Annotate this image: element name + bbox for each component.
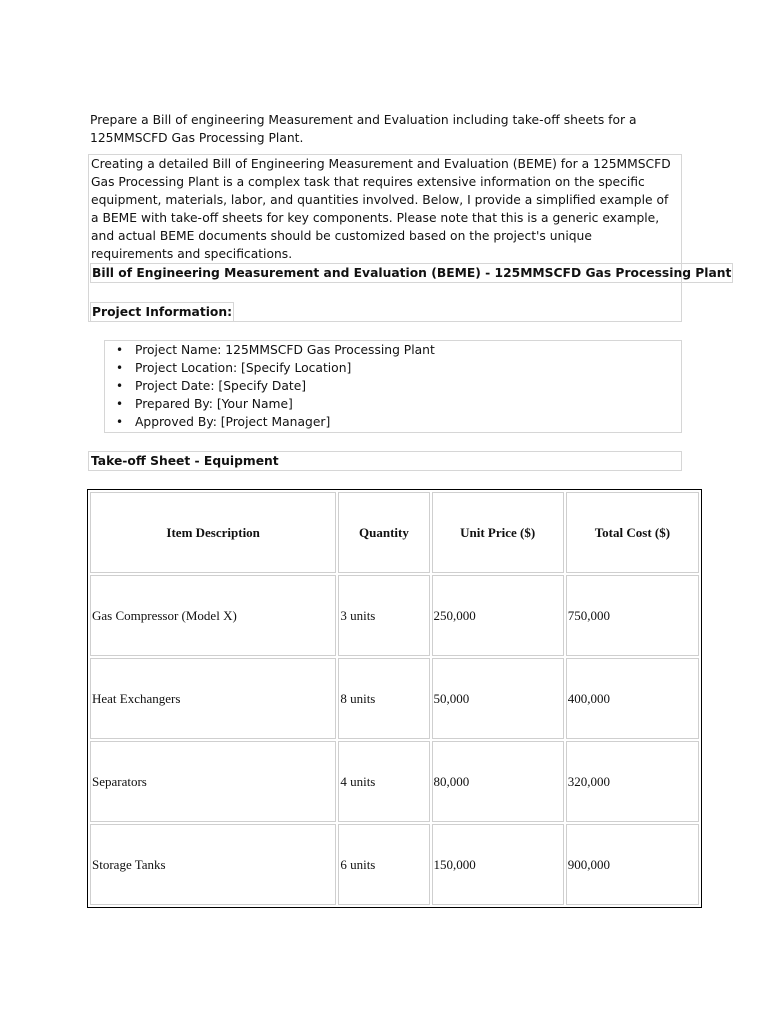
project-information-heading: Project Information: — [90, 302, 234, 322]
cell-description: Gas Compressor (Model X) — [90, 575, 336, 656]
list-item: • Project Name: 125MMSCFD Gas Processing Plant — [116, 343, 435, 357]
header-total-cost: Total Cost ($) — [566, 492, 699, 573]
cell-total-cost: 400,000 — [566, 658, 699, 739]
cell-quantity: 6 units — [338, 824, 429, 905]
cell-quantity: 8 units — [338, 658, 429, 739]
list-item: • Project Location: [Specify Location] — [116, 361, 352, 375]
header-unit-price: Unit Price ($) — [432, 492, 564, 573]
cell-quantity: 3 units — [338, 575, 429, 656]
table-header-row — [90, 492, 699, 573]
cell-description: Storage Tanks — [90, 824, 336, 905]
cell-total-cost: 900,000 — [566, 824, 699, 905]
takeoff-heading-box — [88, 451, 682, 471]
bullet-icon: • — [116, 343, 124, 357]
equipment-table — [87, 489, 702, 908]
header-item-description: Item Description — [90, 492, 336, 573]
table-row — [90, 824, 699, 905]
bullet-icon: • — [116, 379, 124, 393]
cell-total-cost: 750,000 — [566, 575, 699, 656]
project-info-list — [104, 340, 682, 433]
list-item: • Prepared By: [Your Name] — [116, 397, 293, 411]
table-row — [90, 658, 699, 739]
cell-unit-price: 250,000 — [432, 575, 564, 656]
cell-description: Separators — [90, 741, 336, 822]
cell-unit-price: 50,000 — [432, 658, 564, 739]
bullet-icon: • — [116, 361, 124, 375]
bullet-icon: • — [116, 397, 124, 411]
list-item: • Project Date: [Specify Date] — [116, 379, 307, 393]
header-quantity: Quantity — [338, 492, 429, 573]
cell-unit-price: 80,000 — [432, 741, 564, 822]
cell-description: Heat Exchangers — [90, 658, 336, 739]
beme-title: Bill of Engineering Measurement and Evaluation (BEME) - 125MMSCFD Gas Processing Plant — [90, 263, 733, 283]
cell-quantity: 4 units — [338, 741, 429, 822]
table-row — [90, 741, 699, 822]
takeoff-heading: Take-off Sheet - Equipment — [91, 454, 279, 468]
cell-total-cost: 320,000 — [566, 741, 699, 822]
prompt-text: Prepare a Bill of engineering Measurement and Evaluation including take-off sheets for a 125MMSCFD Gas Processing Plant. — [90, 113, 637, 145]
list-item: • Approved By: [Project Manager] — [116, 415, 331, 429]
intro-section — [88, 154, 732, 322]
table-row — [90, 575, 699, 656]
cell-unit-price: 150,000 — [432, 824, 564, 905]
bullet-icon: • — [116, 415, 124, 429]
intro-paragraph: Creating a detailed Bill of Engineering Measurement and Evaluation (BEME) for a 125MMSCFD Gas Processing Plant is a complex task that requires extensive information on the specific equipment, materials, labor, and quantities involved. Below, I provide a simplified example of a BEME with take-off sheets for key components. Please note that this is a generic example, and actual BEME documents should be customized based on the project's unique requirements and specifications. — [91, 157, 671, 261]
